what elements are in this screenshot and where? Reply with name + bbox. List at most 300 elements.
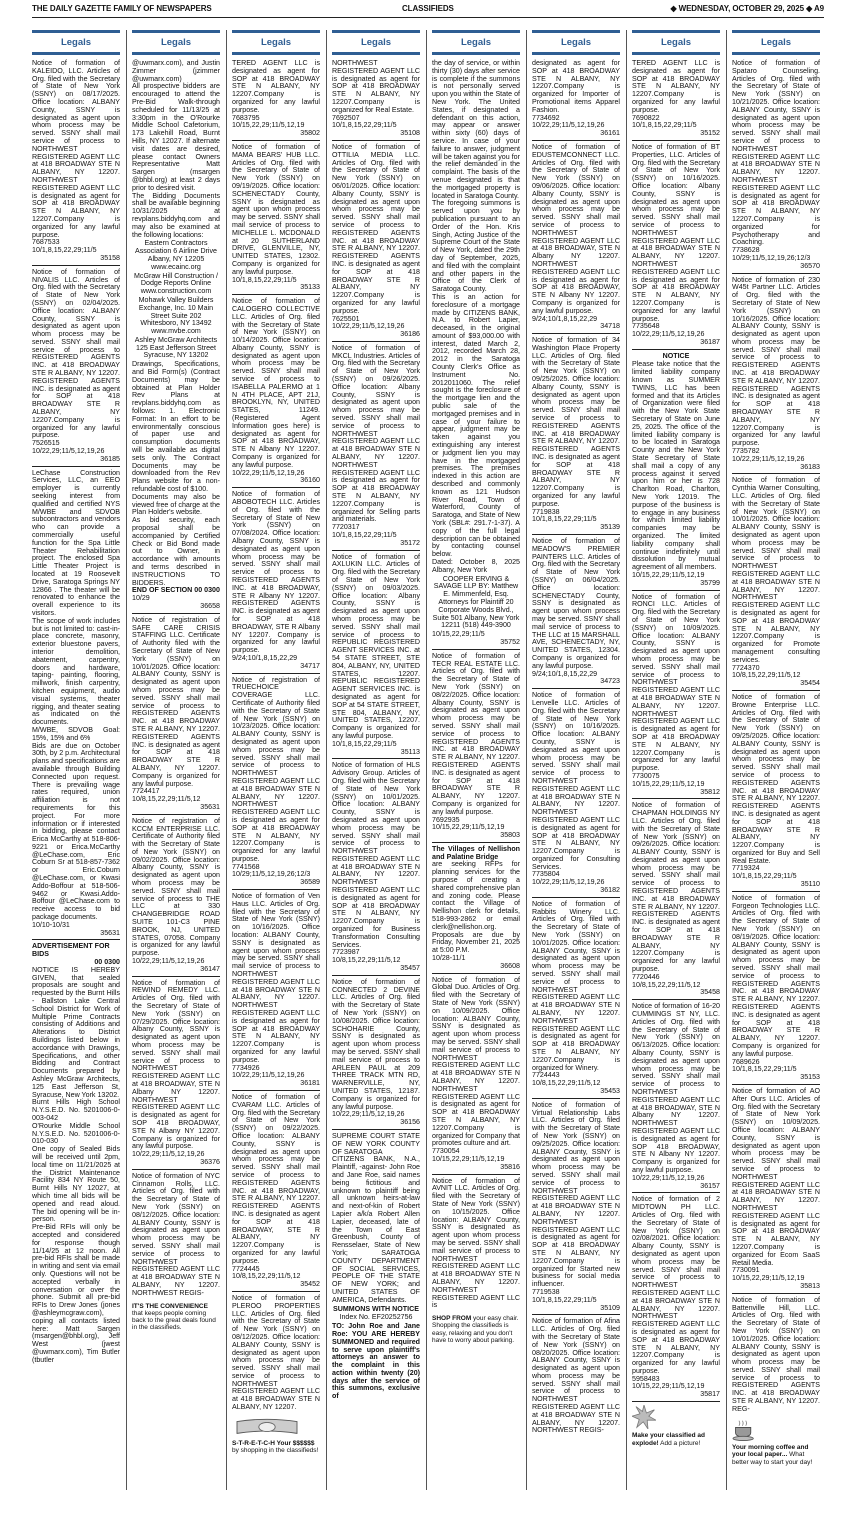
notice-publication-info: 10/8,15,22,29;11/5,12: [632, 980, 701, 989]
house-ad: [632, 1405, 720, 1447]
notice-reference-number: 34723: [600, 677, 620, 686]
notice-paragraph: Notice of formation of BT Properties, LLC. Articles of Org. filed with the Secretary of State of New York (SSNY) on 10/16/2025. Office location: Albany County, SSNY is designated as agent upon whom process may be served. SSNY shall mail service of process to NORTHWEST REGISTERED AGENT LLC at 418 BROADWAY STE N ALBANY, NY 12207. NORTHWEST REGISTERED AGENT LLC is designated as agent for SOP at 418 BROADWAY STE N ALBANY, NY 12207.Company is organized for any lawful purpose.: [632, 142, 720, 323]
legal-notice: [632, 802, 720, 1000]
legal-notice: [332, 60, 420, 141]
notice-paragraph: Notice of formation of Browne Enterprise LLC. Articles of Org. filed with the Secretary of State of New York (SSNY) on 09/25/2025. Office location: ALBANY County, SSNY is designated as agent upon whom process may be served. SSNY shall mail service of process to REGISTERED AGENTS INC. at 418 BROADWAY STE R ALBANY, NY 12207. REGISTERED AGENTS INC. is designated as agent for SOP at 418 BROADWAY STE R ALBANY, NY 12207.Company is organized for Buy and Sell Real Estate.: [732, 692, 820, 865]
notice-paragraph: Documents may also be viewed free of charge at the Plan Holder's website.: [132, 492, 220, 517]
notice-paragraph: Notice of registration of TRUECHOICE COVERAGE LLC. Certificate of Authority filed with the Secretary of State of New York (SSNY) on 10/23/2025. Office location: ALBANY County, SSNY is designated as agent upon whom process may be served. SSNY shall mail service of process to NORTHWEST REGISTERED AGENT LLC at 418 BROADWAY STE N ALBANY, NY 12207. NORTHWEST REGISTERED AGENT LLC is designated as agent for SOP at 418 BROADWAY STE N ALBANY, NY 12207.Company is organized for any lawful purpose.: [232, 675, 320, 863]
notice-reference-number: 35139: [600, 523, 620, 532]
notice-paragraph: Notice of formation of Forgeon Technologies LLC. Articles of Org. filed with the Secretary of State of New York (SSNY) on 08/19/2025. Office location: ALBANY County, SSNY is designated as agent upon whom process may be served. SSNY shall mail service of process to REGISTERED AGENTS INC. at 418 BROADWAY STE R ALBANY, NY 12207. REGISTERED AGENTS INC. is designated as agent for SOP at 418 BROADWAY STE R ALBANY, NY 12207. Company is organized for any lawful purpose.: [732, 893, 820, 1058]
notice-paragraph: One copy of Sealed Bids will be received until 2pm, local time on 11/21/2025 at the District Maintenance Facility 834 NY Route 50, Burnt Hills NY 12027, at which time all bids will be opened and read aloud. The bid opening will be in-person.: [32, 1145, 120, 1224]
notice-reference-number: 35458: [700, 988, 720, 997]
notice-paragraph: TO: John Roe and Jane Roe: YOU ARE HEREBY SUMMONED and required to serve upon plaintiff's attorneys an answer to the complaint in this action within twenty (20) days after the service of this summons, exclusive of: [332, 1322, 420, 1401]
notice-paragraph: Notice of formation of MEADOW'S PREMIER PAINTERS LLC. Articles of Org. filed with the Secretary of State of New York (SSNY) on 06/04/2025. Office location: SCHENECTADY County, SSNY is designated as agent upon whom process may be served. SSNY shall mail service of process to THE LLC at 15 MARSHALL AVE, SCHENECTADY, NY, UNITED STATES, 12304. Company is organized for any lawful purpose.: [532, 537, 620, 670]
dollar-bill-icon: [232, 1417, 320, 1439]
notice-publication-info: 9/24;10/1,8,15,22,29: [532, 669, 598, 678]
column-divider: [626, 30, 627, 1490]
notice-paragraph: NORTHWEST REGISTERED AGENT LLC is designated as agent for SOP at 418 BROADWAY STE N ALBANY, NY 12207.Company is organized for Real Estate.: [332, 59, 420, 114]
column-heading: Legals: [760, 37, 792, 48]
notice-paragraph: COOPER ERVING & SAVAGE LLP BY: Matthew E. Mimmenfeld, Esq. Attorneys for Plaintiff 20 Corporate Woods Blvd., Suite 501 Albany, New York 12211 (518) 449-3900: [432, 574, 520, 630]
notice-paragraph: Notice of formation of ABOBOTECH LLC. Articles of Org. filed with the Secretary of State of New York (SSNY) on 07/08/2024. Office location: Albany County, SSNY is designated as agent upon whom process may be served. SSNY shall mail service of process to REGISTERED AGENTS INC. at 418 BROADWAY, STE R Albany NY 12207. REGISTERED AGENTS INC. is designated as agent for SOP at 418 BROADWAY, STE R Albany NY 12207. Company is organized for any lawful purpose.: [232, 490, 320, 655]
column-heading: Legals: [260, 37, 292, 48]
notice-paragraph: Drawings, Specifications, and Bid Form(s) (Contract Documents) may be obtained at Plan Holder Rev Plans at revplans.biddyhq.com as follows: 1. Electronic Format: In an effort to be environmentally conscious of paper use and consumption documents will be available as digital sets only. The Contract Documents may be downloaded from the Rev Plans website for a non-refundable cost of $100.: [132, 360, 220, 494]
notice-publication-info: 10/29;11/5,12,19,26;12/3: [232, 870, 311, 879]
column-divider: [726, 30, 727, 1490]
notice-paragraph: @uwmarx.com), and Justin Zimmer (jzimmer @uwmarx.com): [132, 59, 220, 83]
notice-paragraph: Notice of formation of 16-20 CUMMINGS ST NY, LLC. Articles of Org. filed with the Secretary of State of New York (SSNY) on 06/13/2025. Office location: Albany County, SSNY is designated as agent upon whom process may be served. SSNY shall mail service of process to NORTHWEST REGISTERED AGENT LLC at 418 BROADWAY, STE N Albany NY 12207. NORTHWEST REGISTERED AGENT LLC is designated as agent for SOP 418 BROADWAY, STE N Albany NY 12207. Company is organized for any lawful purpose.: [632, 1002, 720, 1174]
notice-reference-number: 35817: [700, 1390, 720, 1399]
notice-paragraph: Notice of formation of Ven Haus LLC. Articles of Org. filed with the Secretary of State of New York (SSNY) on 10/16/2025. Office location: ALBANY County, SSNY is designated as agent upon whom process may be served. SSNY shall mail service of process to NORTHWEST REGISTERED AGENT LLC at 418 BROADWAY STE N ALBANY, NY 12207. NORTHWEST REGISTERED AGENT LLC is designated as agent for SOP at 418 BROADWAY STE N ALBANY, NY 12207.Company is organized for any lawful purpose.: [232, 892, 320, 1064]
notice-publication-info: 10/22,29;11/5,12,19,26: [232, 468, 305, 477]
notice-paragraph: Index No. EF20252756: [339, 1313, 413, 1322]
section-title: CLASSIFIEDS: [402, 4, 454, 13]
notice-publication-info: 10/15,22,29;11/5,12,19: [432, 823, 505, 832]
house-ad: [732, 1419, 820, 1466]
column-heading: Legals: [60, 37, 92, 48]
notice-publication-info: 7689626: [732, 1057, 760, 1066]
legal-notice: [632, 60, 720, 141]
notice-publication-info: 7734926: [232, 1063, 260, 1072]
column-header: [332, 30, 420, 55]
notice-publication-info: 10/1,8,15,22,29;11/5: [532, 515, 597, 524]
notice-reference-number: 35153: [800, 1073, 820, 1082]
notice-publication-info: 10/1,8,15,22,29;11/5: [732, 872, 797, 881]
house-ad-headline: Make your classified ad explode!: [632, 1432, 705, 1447]
notice-reference-number: 36185: [100, 454, 120, 463]
legal-notice: [232, 60, 320, 141]
notice-reference-number: 35113: [400, 747, 420, 756]
legal-notice: [232, 1094, 320, 1292]
notice-paragraph: Notice of formation of AO After Ours LLC. Articles of Org. filed with the Secretary of State of New York (SSNY) on 10/09/2025. Office location: ALBANY County, SSNY is designated as agent upon whom process may be served. SSNY shall mail service of process to NORTHWEST REGISTERED AGENT LLC at 418 BROADWAY STE N ALBANY, NY 12207. NORTHWEST REGISTERED AGENT LLC is designated as agent for SOP at 418 BROADWAY STE N ALBANY, NY 12207.Company is organized for Ecom SaaS Retail Media.: [732, 1087, 820, 1267]
legals-column: [432, 30, 520, 1344]
notice-paragraph: Notice of formation of OTTILIA MEDIA LLC. Articles of Org. filed with the Secretary of State of New York (SSNY) on 06/01/2025. Office location: Albany County, SSNY is designated as agent upon whom process may be served. SSNY shall mail service of process to REGISTERED AGENTS INC. at 418 BROADWAY STE R ALBANY, NY 12207. REGISTERED AGENTS INC. is designated as agent for SOP at 418 BROADWAY STE R ALBANY, NY 12207.Company is organized for any lawful purpose.: [332, 142, 420, 315]
legal-notice: [532, 538, 620, 689]
notice-paragraph: Notice of formation of Global Duo. Articles of Org. filed with the Secretary of State of New York (SSNY) on 10/09/2025. Office location: ALBANY County, SSNY is designated as agent upon whom process may be served. SSNY shall mail service of process to NORTHWEST REGISTERED AGENT LLC at 418 BROADWAY STE N ALBANY, NY 12207. NORTHWEST REGISTERED AGENT LLC is designated as agent for SOP at 418 BROADWAY STE N ALBANY, NY 12207.Company is organized for Company that promotes culture and art.: [432, 975, 520, 1148]
legals-column: [32, 30, 120, 1369]
notice-paragraph: Notice of formation of Lenvelle LLC. Articles of Org. filed with the Secretary of State of New York (SSNY) on 10/16/2025. Office location: ALBANY County, SSNY is designated as agent upon whom process may be served. SSNY shall mail service of process to NORTHWEST REGISTERED AGENT LLC at 418 BROADWAY STE N ALBANY, NY 12207. NORTHWEST REGISTERED AGENT LLC is designated as agent for SOP at 418 BROADWAY STE N ALBANY, NY 12207.Company is organized for Consulting Services.: [532, 691, 620, 871]
notice-paragraph: are seeking RFPs for planning services for the purpose of creating a shared comprehensive plan and zoning code. Please contact the Village of Nellishon clerk for details, 518-993-2862 or email clerk@nellishon.org. Proposals are due by Friday, November 21, 2025 at 5:00 P.M.: [432, 860, 520, 955]
notice-paragraph: Notice of formation of KALEIDO, LLC. Articles of Org. filed with the Secretary of State of New York (SSNY) on 08/17/2025. Office location: ALBANY County, SSNY is designated as agent upon whom process may be served. SSNY shall mail service of process to NORTHWEST REGISTERED AGENT LLC at 418 BROADWAY STE N ALBANY, NY 12207. NORTHWEST REGISTERED AGENT LLC is designated as agent for SOP at 418 BROADWAY STE N ALBANY, NY 12207.Company is organized for any lawful purpose.: [32, 59, 120, 239]
notice-paragraph: As bid security, each proposal shall be accompanied by Certified Check or Bid Bond made out to Owner, in accordance with amounts and terms described in INSTRUCTIONS TO BIDDERS.: [132, 516, 220, 587]
legal-notice: [532, 337, 620, 535]
legal-notice: [332, 554, 420, 760]
notice-reference-number: 36161: [600, 129, 620, 138]
notice-reference-number: 34718: [600, 322, 620, 331]
house-ad-headline: SHOP FROM: [432, 1315, 472, 1323]
notice-publication-info: 7730054: [432, 1147, 460, 1156]
legals-column: [532, 30, 620, 1440]
legal-notice: [732, 1297, 820, 1416]
notice-publication-info: 7735782: [732, 447, 760, 456]
notice-reference-number: 35812: [700, 787, 720, 796]
notice-paragraph: The scope of work includes but is not limited to: cast-in-place concrete, masonry, exterior bluestone pavers, interior demolition, abatement, carpentry, doors and hardware, taping- painting, flooring, millwork, finish carpentry, kitchen equipment, audio visual systems, theater rigging, and theater seating as indicated on the documents.: [32, 616, 120, 727]
notice-paragraph: Notice of formation of CONNECTED 2 DEVINE LLC. Articles of Org. filed with the Secretary of State of New York (SSNY) on 10/08/2025. Office location: SCHOHARIE County, SSNY is designated as agent upon whom process may be served. SSNY shall mail service of process to ARLEEN PAUL at 209 THREE TRACK MTN RD, WARNERVILLE, NY, UNITED STATES, 12187. Company is organized for any lawful purpose.: [332, 977, 420, 1111]
notice-paragraph: END OF SECTION 00 0300: [132, 586, 220, 595]
notice-reference-number: 35631: [100, 928, 120, 937]
legal-notice: [432, 60, 520, 650]
notice-publication-info: 7734692: [532, 113, 560, 122]
notice-paragraph: The Villages of Nellishon and Palatine Bridge: [432, 844, 520, 861]
legal-notice: [332, 345, 420, 551]
legal-notice: [732, 895, 820, 1085]
notice-paragraph: NOTICE IS HEREBY GIVEN, that sealed proposals are sought and requested by the Burnt Hills - Ballston Lake Central School District for Work of Multiple Prime Contracts consisting of Additions and Alterations to District Buildings listed below in accordance with Drawings, Specifications, and other Bidding and Contract Documents prepared by Ashley McGraw Architects, 125 East Jefferson St, Syracuse, New York 13202.: [32, 965, 120, 1099]
legal-notice: [432, 846, 520, 974]
notice-reference-number: 36160: [300, 476, 320, 485]
column-divider: [126, 30, 127, 1490]
column-heading: Legals: [460, 37, 492, 48]
notice-paragraph: ADVERTISEMENT FOR BIDS: [32, 942, 110, 959]
notice-reference-number: 36608: [500, 961, 520, 970]
notice-publication-info: 7724445: [232, 1264, 260, 1273]
notice-publication-info: 5958483: [632, 1374, 660, 1383]
notice-paragraph: This is an action for foreclosure of a mortgage made by CITIZENS BANK, N.A. to Robert Lapier, deceased, in the original amount of $93,000.00 with interest, dated March 2, 2012, recorded March 28, 2012 in the Saratoga County Clerk's Office as Instrument No. 2012011060. The relief sought is the foreclosure of the mortgage lien and the public sale of the mortgaged premises and in case of your failure to appear, judgment may be taken against you extinguishing any interest or judgment lien you may have in the mortgaged premises. The premises indexed in this action are described and commonly known as 121 Hudson River Road, Town of Waterford, County of Saratoga, and State of New York (SBL#: 291.7-1-37). A copy of the full legal description can be obtained by contacting counsel below.: [432, 292, 520, 559]
column-divider: [326, 30, 327, 1490]
notice-publication-info: 10/15,22,29;11/5,12,19: [232, 121, 305, 130]
notice-reference-number: 35631: [200, 802, 220, 811]
legal-notice: [732, 60, 820, 274]
column-divider: [426, 30, 427, 1490]
notice-paragraph: SUPREME COURT STATE OF NEW YORK COUNTY OF SARATOGA: [332, 1131, 420, 1156]
column-header: [732, 30, 820, 55]
notice-reference-number: 36187: [700, 337, 720, 346]
column-divider: [526, 30, 527, 1490]
column-header: [232, 30, 320, 55]
notice-publication-info: 10/10-10/31: [32, 920, 70, 929]
notice-paragraph: Notice of formation of 34 Washington Place Property LLC. Articles of Org. filed with the Secretary of State of New York (SSNY) on 09/25/2025. Office location: Albany County, SSNY is designated as agent upon whom process may be served. SSNY shall mail service of process to REGISTERED AGENTS INC. at 418 BROADWAY STE R ALBANY, NY 12207. REGISTERED AGENTS INC. is designated as agent for SOP at 418 BROADWAY STE R ALBANY, NY 12207.Company is organized for any lawful purpose.: [532, 336, 620, 508]
notice-paragraph: Notice of formation of CVARAM LLC. Articles of Org. filed with the Secretary of State of New York (SSNY) on 09/22/2025. Office location: ALBANY County, SSNY is designated as agent upon whom process may be served. SSNY shall mail service of process to REGISTERED AGENTS INC. at 418 BROADWAY, STE R ALBANY, NY 12207. REGISTERED AGENTS INC. is designated as agent for SOP at 418 BROADWAY, STE R ALBANY, NY 12207.Company is organized for any lawful purpose.: [232, 1093, 320, 1265]
notice-paragraph: All prospective bidders are encouraged to attend the Pre-Bid Walk-through scheduled for 11/13/25 at 3:30pm in the O'Rourke Middle School Cafetorium, 173 Lakehill Road, Burnt Hills, NY 12027. If alternate visit dates are desired, please contact Owners Representative Matt Sargen (msargen @bhbl.org) at least 2 days prior to desired visit.: [132, 82, 220, 192]
notice-paragraph: Notice of formation of Virtual Relationship Labs LLC. Articles of Org. filed with the Secretary of State of New York (SSNY) on 09/25/2025. Office location: ALBANY County, SSNY is designated as agent upon whom process may be served. SSNY shall mail service of process to NORTHWEST REGISTERED AGENT LLC at 418 BROADWAY STE N ALBANY, NY 12207. NORTHWEST REGISTERED AGENT LLC is designated as agent for SOP at 418 BROADWAY STE N ALBANY, NY 12207.Company is organized for Started new business for social media influencer.: [532, 1100, 620, 1289]
house-ad-text: What better way to start your day!: [732, 1451, 813, 1466]
notice-publication-info: 10/8,15,22,29;11/5,12: [332, 956, 401, 965]
notice-reference-number: 36183: [800, 462, 820, 471]
notice-paragraph: Dated: October 8, 2025 Albany, New York: [432, 558, 520, 574]
notice-paragraph: Notice of formation of REWIND REMEDY LLC. Articles of Org. filed with the Secretary of State of New York (SSNY) on 07/29/2025. Office location: Albany County, SSNY is designated as agent upon whom process may be served. SSNY shall mail service of process to NORTHWEST REGISTERED AGENT LLC at 418 BROADWAY, STE N Albany NY 12207. NORTHWEST REGISTERED AGENT LLC is designated as agent for SOP 418 BROADWAY, STE N Albany NY 12207. Company is organized for any lawful purpose.: [132, 978, 220, 1151]
legal-notice: [132, 60, 220, 614]
notice-publication-info: 10/8,15,22,29;11/5,12: [232, 1272, 301, 1281]
legal-notice: [332, 1133, 420, 1403]
column-header: [32, 30, 120, 55]
column-heading: Legals: [660, 37, 692, 48]
house-ad: [232, 1417, 320, 1455]
legal-notice: [132, 980, 220, 1170]
notice-publication-info: 7724370: [732, 663, 760, 672]
notice-publication-info: 10/1,8,15,22,29;11/5: [332, 121, 397, 130]
house-ad-headline: Your morning coffee and your local paper...: [732, 1443, 809, 1459]
notice-paragraph: TERED AGENT LLC is designated as agent for SOP at 418 BROADWAY STE N ALBANY, NY 12207.Company is organized for any lawful purpose.: [632, 59, 720, 114]
notice-paragraph: CITIZENS BANK, N.A., Plaintiff, -against- John Roe and Jane Roe, said names being fictitious and unknown to plaintiff being all unknown heirs-at-law and next-of-kin of Robert Lapier a/k/a Robert Allen Lapier, deceased, late of the Town of East Greenbush, County of Rensselaer, State of New York; SARATOGA COUNTY DEPARTMENT OF SOCIAL SERVICES, PEOPLE OF THE STATE OF NEW YORK; and UNITED STATES OF AMERICA, Defendants.: [332, 1155, 420, 1304]
legal-notice: [332, 979, 420, 1130]
notice-publication-info: 7692507: [332, 113, 360, 122]
house-ad-text: by shopping in the classifieds!: [232, 1447, 319, 1455]
notice-publication-info: 7735648: [632, 322, 660, 331]
notice-paragraph: Notice of registration of SAFE CARE CRISIS STAFFING LLC. Certificate of Authority filed with the Secretary of State of New York (SSNY) on 10/01/2025. Office location: ALBANY County, SSNY is designated as agent upon whom process may be served. SSNY shall mail service of process to REGISTERED AGENTS INC. at 418 BROADWAY STE R ALBANY, NY 12207. REGISTERED AGENTS INC. is designated as agent for SOP at 418 BROADWAY STE R ALBANY, NY 12207. Company is organized for any lawful purpose.: [132, 615, 220, 788]
notice-reference-number: 36156: [400, 1118, 420, 1127]
notice-paragraph: Notice of formation of AVNIT LLC. Articles of Org. filed with the Secretary of State of New York (SSNY) on 10/15/2025. Office location: ALBANY County, SSNY is designated as agent upon whom process may be served. SSNY shall mail service of process to NORTHWEST REGISTERED AGENT LLC at 418 BROADWAY STE N ALBANY, NY 12207. NORTHWEST REGISTERED AGENT LLC is: [432, 1176, 520, 1310]
notice-paragraph: Eastern Contractors Association 6 Airline Drive Albany, NY 12205 www.ecainc.org: [134, 239, 217, 271]
notice-publication-info: 7741568: [232, 862, 260, 871]
notice-reference-number: 36570: [800, 261, 820, 270]
notice-publication-info: 7719324: [732, 864, 760, 873]
notice-publication-info: 9/24;10/1,8,15,22,29: [232, 653, 298, 662]
house-ad-text: that keeps people coming back to the great deals found in the classifieds.: [132, 1309, 216, 1332]
notice-publication-info: 10/15,22,29;11/5,12,19: [632, 1382, 705, 1391]
notice-publication-info: 10/15,22,29;11/5,12,19: [632, 571, 705, 579]
notice-publication-info: 10/28-11/1: [432, 954, 466, 963]
notice-publication-info: 10/22,29;11/5,12,19,26: [332, 1110, 405, 1119]
notice-paragraph: McGraw Hill Construction / Dodge Reports Online www.construction.com: [134, 271, 218, 296]
legal-notice: [732, 277, 820, 475]
notice-paragraph: Pre-Bid RFIs will only be accepted and considered for response though 11/14/25 at 12 noon. All pre-bid RFIs shall be made in writing and sent via email only. Questions will not be accepted verbally in conversation or over the phone. Submit all pre-bid RFIs to Drew Jones (jones @ashleymcgraw.com), coping all contacts listed here: Matt Sargen (msargen@bhbl.org), Jeff West (jwest @uwmarx.com), Tim Butler (tbutler: [32, 1223, 120, 1364]
notice-publication-info: 10/15,22,29;11/5,12,19: [632, 779, 705, 788]
notice-paragraph: Please take notice that the limited liability company known as SUMMER TWINS, LLC has been formed and that its Articles of Organization were filed with the New York State Secretary of State on June 25, 2025. The office of the limited liability company is to be located in Saratoga County and the New York State Secretary of State shall mail a copy of any process against it served upon him or her is 728 Charlton Road, Charlton, New York 12019. The purpose of the business is to engage in any business for which limited liability companies may be organized. The limited liability company shall continue indefinitely until dissolution by mutual agreement of all members.: [632, 360, 720, 572]
legal-notice: [732, 477, 820, 691]
legal-notice: [232, 1295, 320, 1414]
notice-reference-number: 34717: [300, 661, 320, 670]
legal-notice: [532, 1318, 620, 1437]
notice-paragraph: Burnt Hills High School N.Y.S.E.D. No. 5201006-0-003-042: [32, 1098, 120, 1122]
legals-column: [732, 30, 820, 1466]
coffee-cup-icon: [732, 1419, 820, 1443]
notice-publication-info: 7720317: [332, 523, 360, 532]
notice-paragraph: Notice of formation of Cynthia Warner Consulting, LLC. Articles of Org. filed with the Secretary of State of New York (SSNY) on 10/01/2025. Office location: ALBANY County, SSNY is designated as agent upon whom process may be served. SSNY shall mail service of process to NORTHWEST REGISTERED AGENT LLC at 418 BROADWAY STE N ALBANY, NY 12207. NORTHWEST REGISTERED AGENT LLC is designated as agent for SOP at 418 BROADWAY STE N ALBANY, NY 12207.Company is organized for Promote management consulting services.: [732, 476, 820, 664]
notice-publication-info: 7720446: [632, 972, 660, 981]
notice-publication-info: 7724417: [132, 787, 160, 796]
house-ad-text: Add a picture!: [658, 1439, 701, 1447]
notice-publication-info: 10/29;11/5,12,19,26;12/3: [732, 253, 811, 262]
notice-publication-info: 10/1,8,15,22,29;11/5: [32, 246, 97, 255]
notice-publication-info: 10/8,15,22,29;11/5,12: [132, 795, 201, 804]
notice-reference-number: 35799: [700, 578, 720, 587]
legal-notice: [32, 60, 120, 266]
column-heading: Legals: [560, 37, 592, 48]
legal-notice: [532, 60, 620, 141]
notice-publication-info: 7625501: [332, 314, 360, 323]
notice-reference-number: 35109: [600, 1303, 620, 1312]
notice-paragraph: SUMMONS WITH NOTICE: [333, 1304, 419, 1313]
legal-notice: [732, 1088, 820, 1294]
notice-publication-info: 10/8,15,22,29;11/5,12: [532, 1079, 601, 1088]
legal-notice: [532, 692, 620, 898]
notice-paragraph: The Bidding Documents shall be available beginning 10/31/2025 at revplans.biddyhq.com and may also be examined at the following locations:: [132, 191, 220, 239]
notice-reference-number: 35816: [500, 1162, 520, 1171]
legals-column: [632, 30, 720, 1447]
notice-reference-number: 36589: [300, 878, 320, 887]
legal-notice: [632, 353, 720, 591]
notice-reference-number: 36658: [200, 601, 220, 610]
legal-notice: [132, 1173, 220, 1300]
notice-paragraph: designated as agent for SOP at 418 BROADWAY STE N ALBANY, NY 12207.Company is organized for Importer of Promotional items Apparel Fashion.: [532, 59, 620, 114]
notice-paragraph: O'Rourke Middle School N.Y.S.E.D. No. 5201006-0-010-030: [32, 1121, 120, 1146]
legal-notice: [532, 1102, 620, 1316]
notice-paragraph: Notice of formation of RONCI LLC. Articles of Org. filed with the Secretary of State of New York (SSNY) on 10/09/2025. Office location: ALBANY County, SSNY is designated as agent upon whom process may be served. SSNY shall mail service of process to NORTHWEST REGISTERED AGENT LLC at 418 BROADWAY STE N ALBANY, NY 12207. NORTHWEST REGISTERED AGENT LLC is designated as agent for SOP at 418 BROADWAY STE N ALBANY, NY 12207.Company is organized for any lawful purpose.: [632, 592, 720, 773]
notice-reference-number: 35457: [400, 964, 420, 973]
legal-notice: [232, 144, 320, 295]
notice-paragraph: Notice of formation of MAMA BEARS' HUB LLC. Articles of Org. filed with the Secretary of State of New York (SSNY) on 09/19/2025. Office location: SCHENECTADY County, SSNY is designated as agent upon whom process may be served. SSNY shall mail service of process to MICHELLE L. MCDONALD at 20 SUTHERLAND DRIVE, GLENVILLE, NY, UNITED STATES, 12302. Company is organized for any lawful purpose.: [232, 142, 320, 276]
legal-notice: [32, 943, 120, 1366]
notice-paragraph: Notice of formation of CHAPMAN HOLDINGS NY LLC. Articles of Org. filed with the Secretary of State of New York (SSNY) on 09/26/2025. Office location: ALBANY County, SSNY is designated as agent upon whom process may be served. SSNY shall mail service of process to REGISTERED AGENTS INC. at 418 BROADWAY STE R ALBANY, NY 12207. REGISTERED AGENTS INC. is designated as agent for SOP at 418 BROADWAY STE R ALBANY, NY 12207.Company is organized for any lawful purpose.: [632, 801, 720, 974]
notice-reference-number: 36147: [200, 964, 220, 973]
legal-notice: [632, 1196, 720, 1402]
legal-notice: [332, 144, 420, 342]
notice-reference-number: 35133: [300, 283, 320, 292]
notice-publication-info: 7738628: [732, 246, 760, 255]
notice-reference-number: 35453: [600, 1087, 620, 1095]
notice-paragraph: Notice of formation of Spataro Counseling. Articles of Org. filed with the Secretary of State of New York (SSNY) on 10/21/2025. Office location: ALBANY County, SSNY is designated as agent upon whom process may be served. SSNY shall mail service of process to NORTHWEST REGISTERED AGENT LLC at 418 BROADWAY STE N ALBANY, NY 12207. NORTHWEST REGISTERED AGENT LLC is designated as agent for SOP at 418 BROADWAY STE N ALBANY, NY 12207.Company is organized for Psychotherapy and Coaching.: [732, 59, 820, 247]
notice-publication-info: 7735804: [532, 870, 560, 879]
notice-reference-number: 35454: [800, 679, 820, 688]
notice-publication-info: 10/1,8,15,22,29;11/5: [632, 121, 697, 130]
notice-paragraph: LeChase Construction Services, LLC, an EEO employer is currently seeking interest from qualified and certified NYS M/WBE and SDVOB subcontractors and vendors who can provide a commercially useful function for the Spa Little Theater Rehabilitation project. The enclosed Spa Little Theater Project is located at 19 Roosevelt Drive, Saratoga Springs NY 12866 . The theater will be renovated to enhance the overall experience to its visitors.: [32, 468, 120, 617]
column-header: [632, 30, 720, 55]
notice-publication-info: 10/22,29;11/5,12,19,26: [632, 330, 705, 339]
notice-paragraph: Notice of formation of NIVALIS LLC. Articles of Org. filed with the Secretary of State of New York (SSNY) on 02/04/2025. Office location: ALBANY County, SSNY is designated as agent upon whom process may be served. SSNY shall mail service of process to REGISTERED AGENTS INC. at 418 BROADWAY STE R ALBANY, NY 12207. REGISTERED AGENTS INC. is designated as agent for SOP at 418 BROADWAY STE R ALBANY, NY 12207.Company is organized for any lawful purpose.: [32, 267, 120, 440]
notice-paragraph: Notice of formation of 230 W45t Partner LLC. Articles of Org. filed with the Secretary of State of New York (SSNY) on 10/16/2025. Office location: ALBANY County, SSNY is designated as agent upon whom process may be served. SSNY shall mail service of process to REGISTERED AGENTS INC. at 418 BROADWAY STE R ALBANY, NY 12207. REGISTERED AGENTS INC. is designated as agent for SOP at 418 BROADWAY STE R ALBANY, NY 12207.Company is organized for any lawful purpose.: [732, 275, 820, 448]
notice-paragraph: Notice of formation of 2 MIDTOWN PH LLC. Articles of Org. filed with the Secretary of State of New York (SSNY) on 02/08/2021. Office location: Albany County, SSNY is designated as agent upon whom process may be served. SSNY shall mail service of process to NORTHWEST REGISTERED AGENT LLC at 418 BROADWAY STE N ALBANY, NY 12207. NORTHWEST REGISTERED AGENT LLC is designated as agent for SOP at 418 BROADWAY STE N ALBANY, NY 12207.Company is organized for any lawful purpose.: [632, 1195, 720, 1375]
notice-paragraph: Notice of formation of HLS Advisory Group. Articles of Org. filed with the Secretary of State of New York (SSNY) on 10/01/2025. Office location: ALBANY County, SSNY is designated as agent upon whom process may be served. SSNY shall mail service of process to NORTHWEST REGISTERED AGENT LLC at 418 BROADWAY STE N ALBANY, NY 12207. NORTHWEST REGISTERED AGENT LLC is designated as agent for SOP at 418 BROADWAY STE N ALBANY, NY 12207.Company is organized for Business Transformation Consulting Services.: [332, 761, 420, 949]
notice-paragraph: Notice of formation of NYC Cinnamon Rolls, LLC. Articles of Org. filed with the Secretary of State of New York (SSNY) on 08/12/2025. Office location: ALBANY County, SSNY is designated as agent upon whom process may be served. SSNY shall mail service of process to NORTHWEST REGISTERED AGENT LLC at 418 BROADWAY STE N ALBANY, NY 12207. NORTHWEST REGIS-: [132, 1171, 220, 1297]
notice-publication-info: 7692935: [432, 815, 460, 824]
notice-publication-info: 7687533: [32, 238, 60, 247]
legal-notice: [232, 893, 320, 1091]
notice-reference-number: 35158: [100, 253, 120, 262]
notice-publication-info: 10/8,15,22,29;11/5,12: [732, 671, 801, 680]
legal-notice: [732, 694, 820, 892]
notice-publication-info: 10/22,29;11/5,12,19,26: [32, 447, 105, 456]
notice-publication-info: 10/1,8,15,22,29;11/5: [532, 1295, 597, 1304]
notice-paragraph: Notice of formation of TECR REAL ESTATE LLC. Articles of Org. filed with the Secretary of State of New York (SSNY) on 08/22/2025. Office location: Albany County, SSNY is designated as agent upon whom process may be served. SSNY shall mail service of process to REGISTERED AGENTS INC. at 418 BROADWAY STE R ALBANY, NY 12207. REGISTERED AGENTS INC. is designated as agent for SOP at 418 BROADWAY STE R ALBANY, NY 12207. Company is organized for any lawful purpose.: [432, 651, 520, 816]
notice-publication-info: 10/1,8,15,22,29;11/5: [232, 275, 297, 284]
notice-publication-info: 7719838: [532, 507, 560, 516]
notice-paragraph: Notice of formation of EDUSTEMCONNECT LLC. Articles of Org. filed with the Secretary of State of New York (SSNY) on 09/06/2025. Office location: Albany County, SSNY is designated as agent upon whom process may be served. SSNY shall mail service of process to NORTHWEST REGISTERED AGENT LLC at 418 BROADWAY, STE N Albany NY 12207. NORTHWEST REGISTERED AGENT LLC is designated as agent for SOP at 418 BROADWAY, STE N Albany NY 12207. Company is organized for any lawful purpose.: [532, 142, 620, 315]
notice-publication-info: 10/15,22,29;11/5,12,19: [732, 1274, 805, 1283]
notice-paragraph: the day of service, or within thirty (30) days after service is complete if the summons is not personally served upon you within the State of New York. The United States, if designated a defendant on this action, may appear or answer within sixty (60) days of service. In case of your failure to answer, judgment will be taken against you for the relief demanded in the complaint. The basis of the venue designated is that the mortgaged property is located in Saratoga County.: [432, 59, 520, 200]
legal-notice: [232, 677, 320, 891]
notice-publication-info: 10/29: [132, 594, 150, 603]
notice-publication-info: 10/22,29;11/5,12,19,26: [132, 1150, 205, 1159]
legal-notice: [232, 298, 320, 488]
column-header: [132, 30, 220, 55]
page-masthead: [32, 0, 824, 18]
house-ad-headline: S-T-R-E-T-C-H Your $$$$$$: [232, 1440, 315, 1448]
notice-paragraph: M/WBE, SDVOB Goal: 15%, 15% and 6%: [32, 725, 120, 742]
legal-notice: [632, 1003, 720, 1193]
notice-publication-info: 10/1,8,15,22,29;11/5: [332, 739, 397, 748]
notice-publication-info: 7724443: [532, 1071, 560, 1080]
legal-notice: [332, 762, 420, 976]
column-header: [532, 30, 620, 55]
notice-paragraph: Notice of formation of CALOGERO COLLECTIVE LLC. Articles of Org. filed with the Secretary of State of New York (SSNY) on 10/14/2025. Office location: Albany County, SSNY is designated as agent upon whom process may be served. SSNY shall mail service of process to ISABELLA PALERMO at 1 N 4TH PLACE, APT 21J, BROOKLYN, NY, UNITED STATES, 11249. (Registered Agent Information goes here) is designated as agent for SOP at 418 BROADWAY, STE N Albany NY 12207. Company is organized for any lawful purpose.: [232, 297, 320, 469]
notice-publication-info: 7526515: [32, 439, 60, 448]
column-header: [432, 30, 520, 55]
notice-publication-info: 7730075: [632, 771, 660, 780]
notice-reference-number: 35752: [500, 637, 520, 646]
legals-column: [332, 30, 420, 1406]
notice-reference-number: 35108: [400, 129, 420, 138]
notice-publication-info: 10/22,29;11/5,12,19,26: [632, 1173, 705, 1182]
notice-paragraph: Notice of formation of AXLUKIN LLC. Articles of Org. filed with the Secretary of State of New York (SSNY) on 09/03/2025. Office location: Albany County, SSNY is designated as agent upon whom process may be served. SSNY shall mail service of process to REPUBLIC REGISTERED AGENT SERVICES INC. at 54 STATE STREET, STE 804, ALBANY, NY, UNITED STATES, 12207. REPUBLIC REGISTERED AGENT SERVICES INC. is designated as agent for SOP at 54 STATE STREET, STE 804, ALBANY, NY, UNITED STATES, 12207. Company is organized for any lawful purpose.: [332, 552, 420, 740]
legal-notice: [32, 470, 120, 941]
notice-paragraph: Ashley McGraw Architects 125 East Jefferson Street Syracuse, NY 13202: [134, 335, 218, 360]
notice-publication-info: 10/1,8,15,22,29;11/5: [732, 1065, 797, 1074]
house-ad-headline: IT'S THE CONVENIENCE: [132, 1302, 208, 1310]
date-page-number: ◆ WEDNESDAY, OCTOBER 29, 2025 ◆ A9: [670, 4, 824, 13]
burst-icon: [632, 1405, 720, 1431]
notice-paragraph: TERED AGENT LLC is designated as agent for SOP at 418 BROADWAY STE N ALBANY, NY 12207.Company is organized for any lawful purpose.: [232, 59, 320, 114]
legal-notice: [232, 491, 320, 673]
notice-publication-info: 7719538: [532, 1287, 560, 1296]
notice-paragraph: Bids are due on October 30th, by 2 p.m. Architectural plans and specifications are available through Building Connected upon request. There is prevailing wage rates required, union affiliation is not requirements for this project. For more information or if interested in bidding, please contact Erica McCarthy at 518-806-9221 or Erica.McCarthy @LeChase.com, Eric Coburn Sr at 518-857-7362 or Eric.Coburn @LeChase.com, or Kwasi Addo-Boffour at 518-506-9462 or Kwasi.Addo-Boffour @LeChase.com to receive access to bid package documents.: [32, 741, 120, 922]
notice-paragraph: Notice of formation of Rabbits Winery LLC. Articles of Org. filed with the Secretary of State of New York (SSNY) on 10/01/2025. Office location: ALBANY County, SSNY is designated as agent upon whom process may be served. SSNY shall mail service of process to NORTHWEST REGISTERED AGENT LLC at 418 BROADWAY STE N ALBANY, NY 12207. NORTHWEST REGISTERED AGENT LLC is designated as agent for SOP at 418 BROADWAY STE N ALBANY, NY 12207.Company is organized for Winery.: [532, 899, 620, 1072]
notice-publication-info: 7730091: [732, 1266, 760, 1275]
notice-paragraph: 00 0300: [94, 958, 120, 967]
notice-publication-info: 9/24;10/1,8,15,22,29: [532, 314, 598, 323]
house-ad: [432, 1315, 520, 1344]
notice-publication-info: 7683795: [232, 113, 260, 122]
notice-paragraph: Notice of formation of Afina LLC. Articles of Org. filed with the Secretary of State of New York (SSNY) on 08/20/2025. Office location: ALBANY County, SSNY is designated as agent upon whom process may be served. SSNY shall mail service of process to NORTHWEST REGISTERED AGENT LLC at 418 BROADWAY STE N ALBANY, NY 12207. NORTHWEST REGIS-: [532, 1317, 620, 1435]
notice-paragraph: Notice of formation of Battenville Hill, LLC. Articles of Org. filed with the Secretary of State of New York (SSNY) on 10/01/2025. Office location: ALBANY County, SSNY is designated as agent upon whom process may be served. SSNY shall mail service of process to REGISTERED AGENTS INC. at 418 BROADWAY STE R ALBANY, NY 12207. REG-: [732, 1295, 820, 1413]
notice-publication-info: 10/22,29;11/5,12,19,26: [532, 121, 605, 130]
notice-publication-info: 10/15,22,29;11/5: [432, 630, 485, 639]
notice-publication-info: 10/22,29;11/5,12,19,26: [532, 878, 605, 887]
publication-name: THE DAILY GAZETTE FAMILY OF NEWSPAPERS: [32, 4, 212, 13]
legal-notice: [632, 594, 720, 800]
legals-column: [232, 30, 320, 1455]
notice-paragraph: Mohawk Valley Builders Exchange, Inc. 10 Main Street Suite 202 Whitesboro, NY 13492 www.mvbe.com: [138, 295, 214, 336]
notice-publication-info: 10/22,29;11/5,12,19,26: [732, 454, 805, 463]
notice-reference-number: 36376: [200, 1157, 220, 1166]
legal-notice: [132, 818, 220, 977]
notice-reference-number: 36181: [300, 1079, 320, 1088]
notice-reference-number: 36182: [600, 886, 620, 895]
legal-notice: [32, 269, 120, 467]
notice-reference-number: 36157: [700, 1181, 720, 1190]
notice-publication-info: 7690822: [632, 113, 660, 122]
notice-paragraph: Notice of registration of KCCM ENTERPRISE LLC. Certificate of Authority filed with the Secretary of State of New York (SSNY) on 09/02/2025. Office location: Albany County, SSNY is designated as agent upon whom process may be served. SSNY shall mail service of process to THE LLC at 330 CHANGEBRIDGE ROAD SUITE 101-C3 PINE BROOK, NJ, UNITED STATES, 07058. Company is organized for any lawful purpose.: [132, 816, 220, 958]
notice-publication-info: 10/1,8,15,22,29;11/5: [332, 531, 397, 540]
notice-publication-info: 10/22,29;11/5,12,19,26: [132, 957, 205, 966]
column-divider: [226, 30, 227, 1490]
legal-notice: [632, 144, 720, 350]
notice-publication-info: 10/22,29;11/5,12,19,26: [232, 1071, 305, 1080]
legal-notice: [432, 1178, 520, 1313]
notice-publication-info: 7723987: [332, 948, 360, 957]
house-ad-text: your easy chair. Shopping the classifieds is easy, relaxing and you don't have to worry about parking.: [432, 1315, 519, 1344]
notice-reference-number: 35110: [800, 880, 820, 889]
notice-reference-number: 35803: [500, 831, 520, 840]
notice-reference-number: 35452: [300, 1280, 320, 1289]
house-ad: [132, 1303, 220, 1332]
notice-paragraph: The foregoing summons is served upon you by publication pursuant to an Order of the Hon. Kris Singh, Acting Justice of the Supreme Court of the State of New York, dated the 29th day of September, 2025, and filed with the complaint and other papers in the Office of the Clerk of Saratoga County.: [432, 199, 520, 294]
notice-paragraph: NOTICE: [662, 351, 690, 360]
notice-publication-info: 10/15,22,29;11/5,12,19: [432, 1154, 505, 1163]
legal-notice: [532, 901, 620, 1099]
legal-notice: [532, 144, 620, 334]
column-heading: Legals: [360, 37, 392, 48]
legal-notice: [132, 617, 220, 815]
column-heading: Legals: [160, 37, 192, 48]
legal-notice: [432, 977, 520, 1175]
notice-paragraph: Notice of formation of MKCL Industries. Articles of Org. filed with the Secretary of State of New York (SSNY) on 09/26/2025. Office location: Albany County, SSNY is designated as agent upon whom process may be served. SSNY shall mail service of process to NORTHWEST REGISTERED AGENT LLC at 418 BROADWAY STE N ALBANY, NY 12207. NORTHWEST REGISTERED AGENT LLC is designated as agent for SOP at 418 BROADWAY STE N ALBANY, NY 12207.Company is organized for Selling parts and materials.: [332, 343, 420, 524]
notice-reference-number: 35813: [800, 1281, 820, 1290]
notice-reference-number: 35172: [400, 538, 420, 547]
notice-reference-number: 36186: [400, 330, 420, 339]
legals-column: [132, 30, 220, 1332]
legal-notice: [432, 653, 520, 843]
notice-paragraph: Notice of formation of PLEROO PROPERTIES LLC. Articles of Org. filed with the Secretary of State of New York (SSNY) on 08/12/2025. Office location: ALBANY County, SSNY is designated as agent upon whom process may be served. SSNY shall mail service of process to NORTHWEST REGISTERED AGENT LLC at 418 BROADWAY STE N ALBANY, NY 12207.: [232, 1293, 320, 1412]
notice-reference-number: 35802: [300, 129, 320, 138]
notice-publication-info: 10/22,29;11/5,12,19,26: [332, 322, 405, 331]
